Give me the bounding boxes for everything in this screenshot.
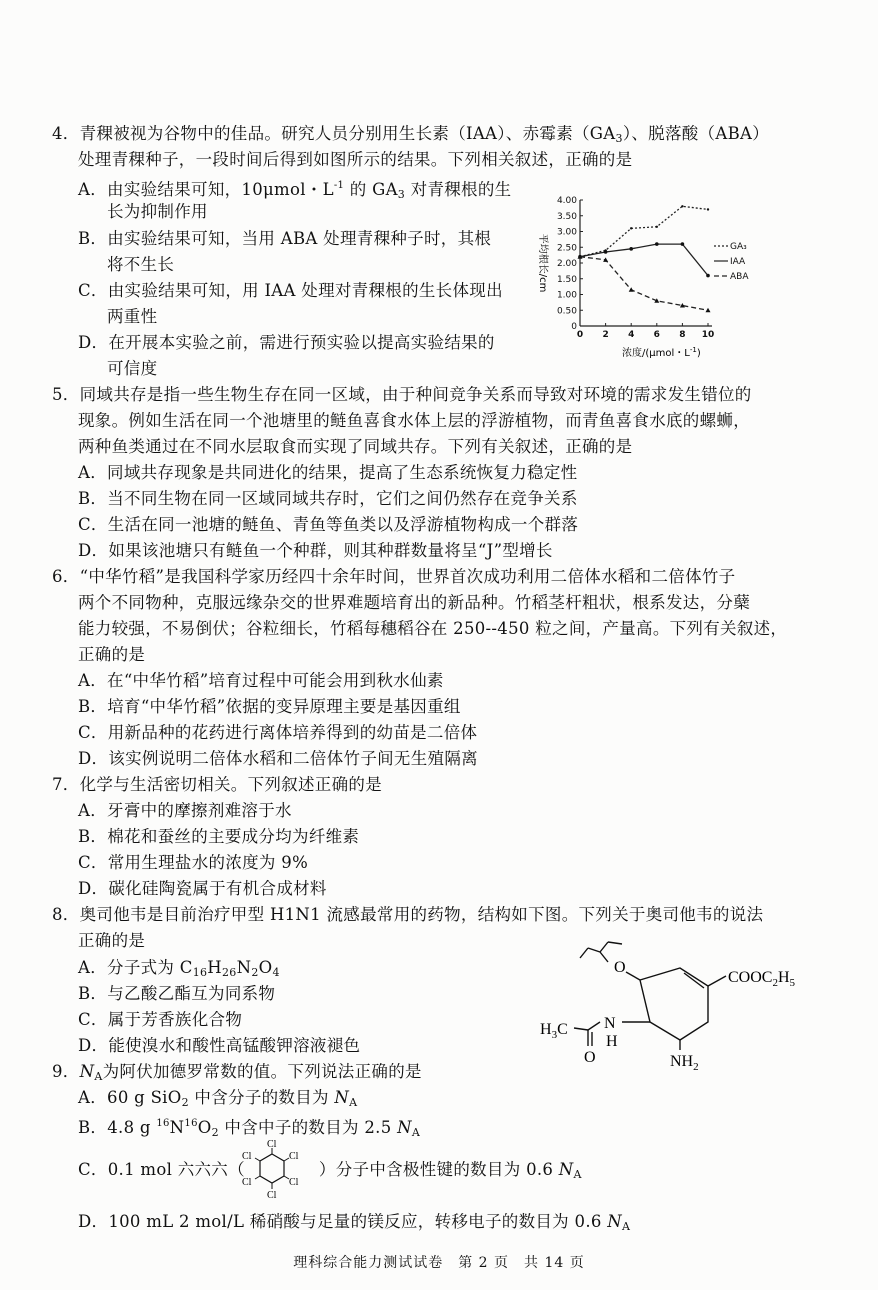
structure-svg	[530, 942, 796, 1073]
chart-x-tick-label: 4	[628, 330, 635, 340]
chart-y-tick-label: 0	[571, 322, 577, 332]
chart-y-tick-label: 3.00	[556, 227, 577, 238]
chart-point	[706, 308, 711, 313]
q4-stem-line1: 4．青稞被视为谷物中的佳品。研究人员分别用生长素（IAA）、赤霉素$(GA_3)$、脱落酸（ABA）	[52, 124, 770, 145]
chart-legend-label: GA₃	[730, 242, 747, 252]
chart-y-tick-label: 0.50	[556, 306, 577, 317]
hexachlorocyclohexane-structure	[232, 1140, 312, 1202]
hch-svg	[232, 1140, 312, 1202]
q9-option-c: C．0.1 mol 六六六（ ）分子中含极性键的数目为 0.6 $N_A$	[78, 1160, 582, 1181]
chart-legend-label: ABA	[730, 272, 749, 282]
chart-y-tick-label: 3.50	[556, 211, 577, 222]
hch-cl-bottom: Cl	[267, 1190, 277, 1201]
hch-cl-upper-left: Cl	[242, 1151, 252, 1162]
q8-option-a: A．分子式为 $C_{16}H_{26}N_2O_4$	[78, 958, 280, 979]
chart-point	[706, 274, 710, 278]
chart-x-tick-label: 6	[653, 330, 660, 340]
q6-option-b: B．培育“中华竹稻”依据的变异原理主要是基因重组	[78, 697, 461, 716]
q4-option-b: B．由实验结果可知，当用 ABA 处理青稞种子时，其根	[78, 229, 492, 248]
chart-point	[707, 208, 709, 210]
q7-option-c: C．常用生理盐水的浓度为 9%	[78, 853, 309, 872]
q7-option-d: D．碳化硅陶瓷属于有机合成材料	[78, 879, 327, 898]
q6-stem-line4: 正确的是	[78, 645, 146, 664]
page-footer: 理科综合能力测试试卷 第 2 页 共 14 页	[293, 1255, 585, 1271]
q6-option-c: C．用新品种的花药进行离体培养得到的幼苗是二倍体	[78, 723, 478, 742]
chart-series-line-ABA	[580, 257, 708, 311]
q4-stem-line2: 处理青稞种子，一段时间后得到如图所示的结果。下列相关叙述，正确的是	[78, 150, 633, 169]
chart-point	[681, 242, 685, 246]
q6-option-a: A．在“中华竹稻”培育过程中可能会用到秋水仙素	[78, 671, 444, 690]
hch-cl-top: Cl	[267, 1139, 277, 1150]
chart-point	[604, 250, 608, 254]
chart-y-tick-label: 1.00	[556, 290, 577, 301]
q6-stem-line2: 两个不同物种，克服远缘杂交的世界难题培育出的新品种。竹稻茎杆粗状，根系发达，分蘖	[78, 593, 750, 612]
q4-option-a-cont: 长为抑制作用	[107, 202, 208, 221]
q9-stem: 9．$N_A$为阿伏加德罗常数的值。下列说法正确的是	[52, 1062, 422, 1083]
q8-stem-line2: 正确的是	[78, 931, 146, 950]
q5-option-b: B．当不同生物在同一区域同域共存时，它们之间仍然存在竞争关系	[78, 489, 578, 508]
chart-y-tick-label: 2.50	[556, 243, 577, 254]
chart-point	[656, 226, 658, 228]
chart-x-tick-label: 8	[679, 330, 686, 340]
q5-stem-line3: 两种鱼类通过在不同水层取食而实现了同域共存。下列有关叙述，正确的是	[78, 437, 633, 456]
q9-option-b: B．4.8 g $^{16}N^{16}O_2$ 中含中子的数目为 2.5 $N_A$	[78, 1118, 421, 1139]
oseltamivir-structure	[530, 942, 796, 1073]
chart-y-tick-label: 2.00	[556, 259, 577, 269]
chart-ylabel: 平均根长/cm	[537, 233, 548, 293]
chart-point	[630, 227, 632, 229]
chart-x-tick-label: 0	[576, 330, 584, 340]
root-length-chart	[530, 188, 750, 363]
q9-option-a: A．60 g SiO$_2$ 中含分子的数目为 $N_A$	[78, 1088, 358, 1109]
q7-option-a: A．牙膏中的摩擦剂难溶于水	[78, 801, 292, 820]
q4-option-c-cont: 两重性	[107, 307, 158, 326]
q4-option-d-cont: 可信度	[107, 359, 158, 378]
q5-option-c: C．生活在同一池塘的鲢鱼、青鱼等鱼类以及浮游植物构成一个群落	[78, 515, 579, 534]
q6-stem-line3: 能力较强，不易倒伏；谷粒细长，竹稻每穗稻谷在 250--450 粒之间，产量高。下列有关叙述，	[78, 619, 788, 638]
chart-series-line-GA₃	[580, 206, 708, 256]
struct-ester: $COOC_2H_5$	[728, 969, 796, 989]
q8-option-b: B．与乙酸乙酯互为同系物	[78, 984, 276, 1003]
chart-xlabel: 浓度/(μmol・$L^{-1}$)	[622, 346, 701, 359]
struct-o-ether: O	[614, 959, 626, 976]
q5-stem-line1: 5．同域共存是指一些生物生存在同一区域，由于种间竞争关系而导致对环境的需求发生错位的	[52, 385, 752, 404]
q4-option-d: D．在开展本实验之前，需进行预实验以提高实验结果的	[78, 333, 495, 352]
q4-option-b-cont: 将不生长	[107, 255, 175, 274]
chart-x-tick-label: 10	[701, 330, 715, 340]
q5-option-a: A．同域共存现象是共同进化的结果，提高了生态系统恢复力稳定性	[78, 463, 578, 482]
chart-point	[681, 205, 683, 207]
q5-option-d: D．如果该池塘只有鲢鱼一个种群，则其种群数量将呈“J”型增长	[78, 541, 553, 560]
chart-point	[629, 287, 634, 292]
chart-svg	[530, 188, 750, 363]
q8-option-c: C．属于芳香族化合物	[78, 1010, 243, 1029]
chart-x-tick-label: 2	[602, 330, 609, 340]
chart-y-tick-label: 4.00	[556, 196, 577, 206]
q7-option-b: B．棉花和蚕丝的主要成分均为纤维素	[78, 827, 360, 846]
q6-option-d: D．该实例说明二倍体水稻和二倍体竹子间无生殖隔离	[78, 749, 478, 768]
q7-stem: 7．化学与生活密切相关。下列叙述正确的是	[52, 775, 382, 794]
q4-option-a: A．由实验结果可知，10μmol・$L^{-1}$ 的 $GA_3$ 对青稞根的生	[78, 180, 512, 201]
struct-h: H	[606, 1033, 618, 1050]
q8-option-d: D．能使溴水和酸性高锰酸钾溶液褪色	[78, 1036, 361, 1055]
chart-series-line-IAA	[580, 244, 708, 276]
chart-point	[655, 242, 659, 246]
chart-y-tick-label: 1.50	[556, 274, 577, 285]
chart-point	[629, 247, 633, 251]
struct-nh2: $NH_2$	[670, 1053, 699, 1073]
q6-stem-line1: 6．“中华竹稻”是我国科学家历经四十余年时间，世界首次成功利用二倍体水稻和二倍体竹子	[52, 567, 736, 586]
q9-option-d: D．100 mL 2 mol/L 稀硝酸与足量的镁反应，转移电子的数目为 0.6 $N_A$	[78, 1212, 631, 1233]
struct-h3c: $H_3C$	[540, 1021, 568, 1041]
hch-cl-lower-right: Cl	[289, 1177, 299, 1188]
hch-cl-upper-right: Cl	[289, 1151, 299, 1162]
struct-n: N	[604, 1015, 616, 1032]
q4-option-c: C．由实验结果可知，用 IAA 处理对青稞根的生长体现出	[78, 281, 503, 300]
q5-stem-line2: 现象。例如生活在同一个池塘里的鲢鱼喜食水体上层的浮游植物，而青鱼喜食水底的螺蛳，	[78, 411, 750, 430]
hch-cl-lower-left: Cl	[242, 1177, 252, 1188]
struct-o-carbonyl: O	[584, 1049, 596, 1066]
q8-stem-line1: 8．奥司他韦是目前治疗甲型 H1N1 流感最常用的药物，结构如下图。下列关于奥司他韦的说法	[52, 905, 764, 924]
chart-legend-label: IAA	[730, 257, 746, 267]
